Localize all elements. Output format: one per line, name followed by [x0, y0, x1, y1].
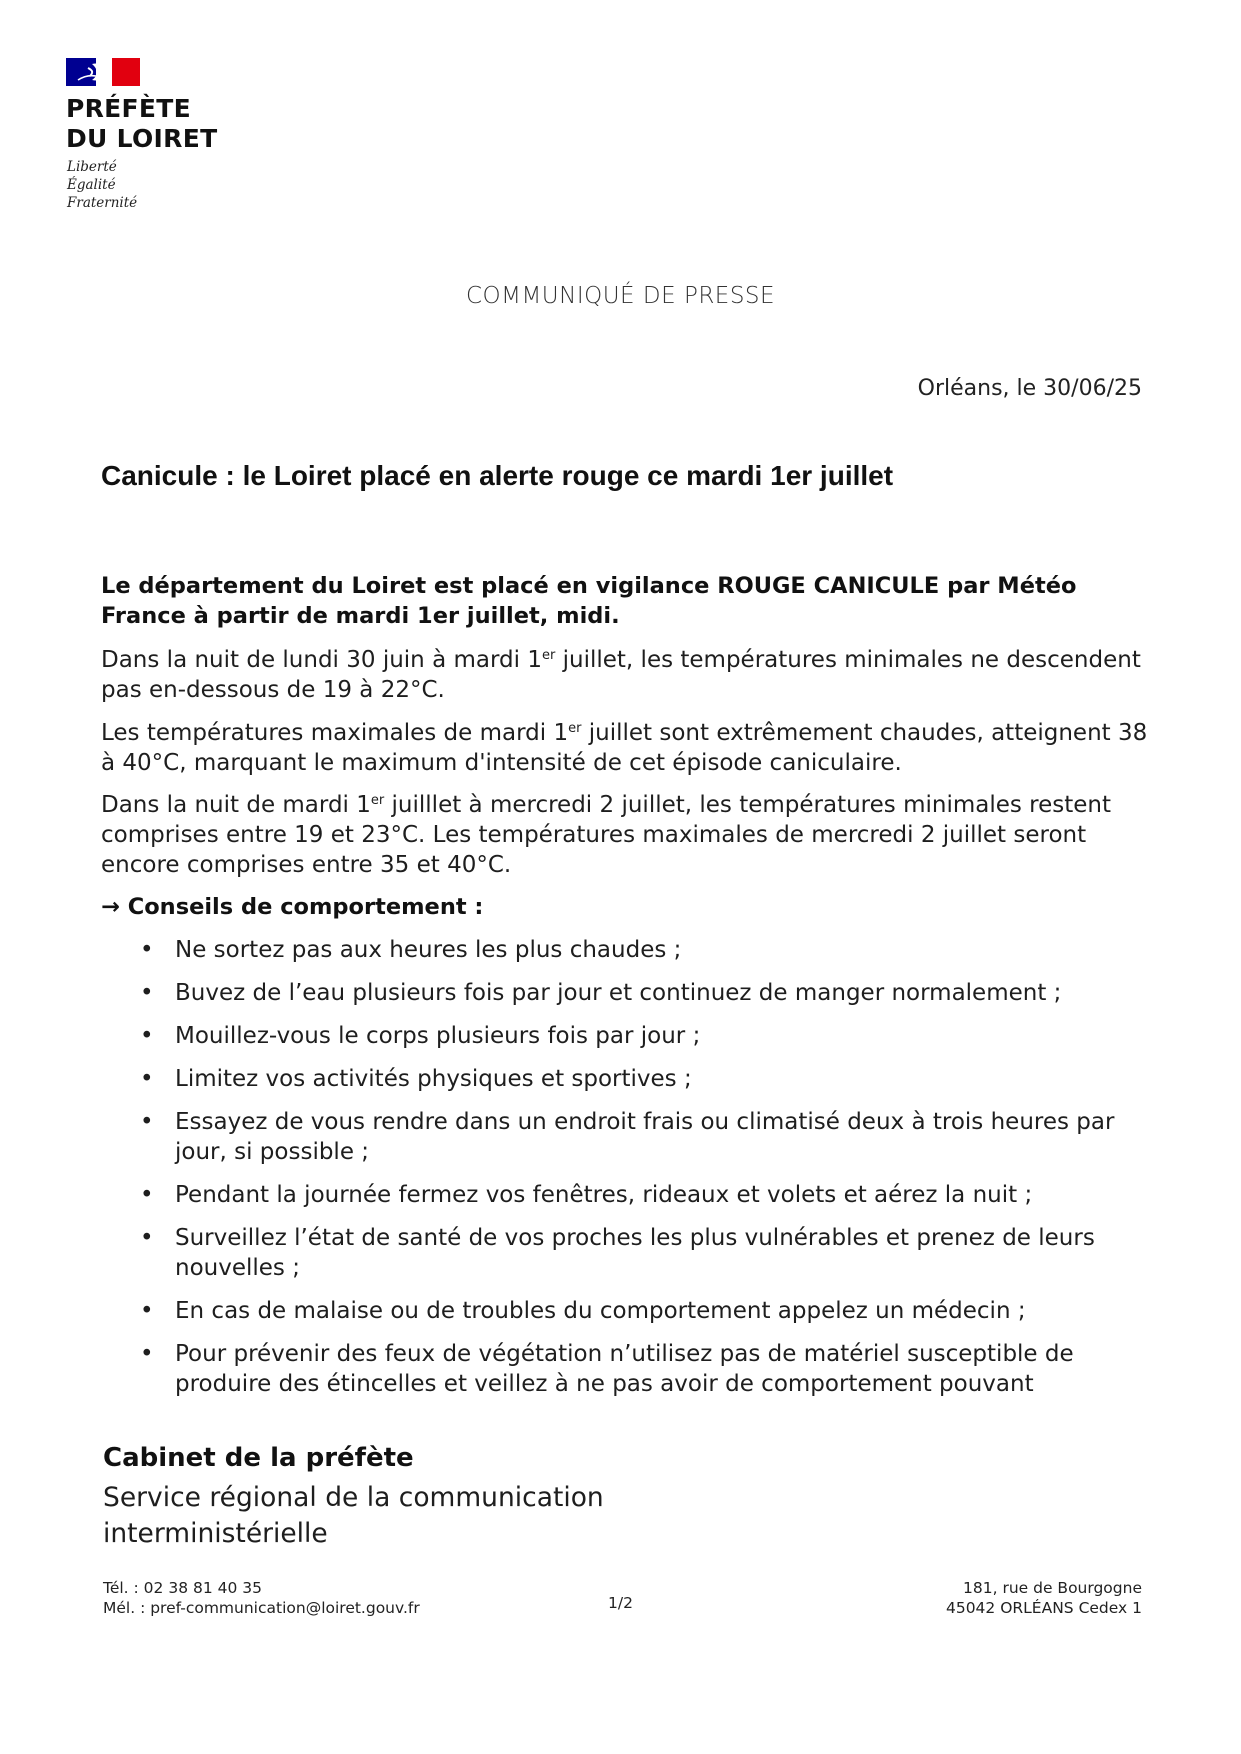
paragraph-tuesday-max: Les températures maximales de mardi 1er juillet sont extrêmement chaudes, atteignent 38 à 40°C, marquant le maximum d'intensité de cet épisode caniculaire. [101, 720, 1148, 776]
bullet-icon: • [140, 1298, 154, 1324]
advice-list [140, 935, 1150, 1412]
list-item: • Mouillez-vous le corps plusieurs fois par jour ; [140, 1023, 701, 1049]
cabinet-title: Cabinet de la préfète [103, 1443, 414, 1473]
bullet-icon: • [140, 1066, 154, 1092]
institution-name: PRÉFÈTE DU LOIRET [66, 94, 218, 153]
republic-motto: Liberté Égalité Fraternité [67, 159, 138, 211]
headline: Canicule : le Loiret placé en alerte rouge ce mardi 1er juillet [101, 460, 894, 491]
bullet-icon: • [140, 1182, 154, 1208]
postal-address: 181, rue de Bourgogne 45042 ORLÉANS Cedex 1 [945, 1579, 1142, 1617]
marianne-flag-icon [66, 58, 140, 86]
bullet-icon: • [140, 1341, 154, 1367]
service-name: Service régional de la communication interministérielle [103, 1482, 604, 1549]
list-item: • Limitez vos activités physiques et sportives ; [140, 1066, 692, 1092]
list-item: • Pour prévenir des feux de végétation n’utilisez pas de matériel susceptible de produire des étincelles et veillez à ne pas avoir de comportement pouvant [140, 1341, 1074, 1397]
bullet-icon: • [140, 1023, 154, 1049]
bullet-icon: • [140, 1225, 154, 1251]
list-item: • Buvez de l’eau plusieurs fois par jour et continuez de manger normalement ; [140, 980, 1062, 1006]
email-address: Mél. : pref-communication@loiret.gouv.fr [103, 1599, 420, 1617]
phone-number: Tél. : 02 38 81 40 35 [103, 1579, 263, 1597]
arrow-right-icon: → [101, 894, 120, 920]
document-type: COMMUNIQUÉ DE PRESSE [465, 283, 776, 309]
bullet-icon: • [140, 937, 154, 963]
page-number: 1/2 [608, 1594, 633, 1612]
paragraph-night-tuesday: Dans la nuit de mardi 1er juilllet à mercredi 2 juillet, les températures minimales restent comprises entre 19 et 23°C. Les températures maximales de mercredi 2 juillet seront encore comprises entre 35 et 40°C. [101, 792, 1112, 878]
bullet-icon: • [140, 980, 154, 1006]
advice-title: → Conseils de comportement : [101, 894, 484, 920]
list-item: • En cas de malaise ou de troubles du comportement appelez un médecin ; [140, 1298, 1026, 1324]
list-item: • Pendant la journée fermez vos fenêtres, rideaux et volets et aérez la nuit ; [140, 1182, 1033, 1208]
prefecture-logo [66, 58, 266, 218]
list-item: • Ne sortez pas aux heures les plus chaudes ; [140, 937, 682, 963]
list-item: • Essayez de vous rendre dans un endroit frais ou climatisé deux à trois heures par jour, si possible ; [140, 1109, 1115, 1165]
bullet-icon: • [140, 1109, 154, 1135]
list-item: • Surveillez l’état de santé de vos proches les plus vulnérables et prenez de leurs nouvelles ; [140, 1225, 1095, 1281]
paragraph-night-monday: Dans la nuit de lundi 30 juin à mardi 1er juillet, les températures minimales ne descendent pas en-dessous de 19 à 22°C. [101, 647, 1141, 703]
lead-paragraph: Le département du Loiret est placé en vigilance ROUGE CANICULE par Météo France à partir de mardi 1er juillet, midi. [101, 573, 1077, 629]
date-line: Orléans, le 30/06/25 [917, 376, 1142, 401]
